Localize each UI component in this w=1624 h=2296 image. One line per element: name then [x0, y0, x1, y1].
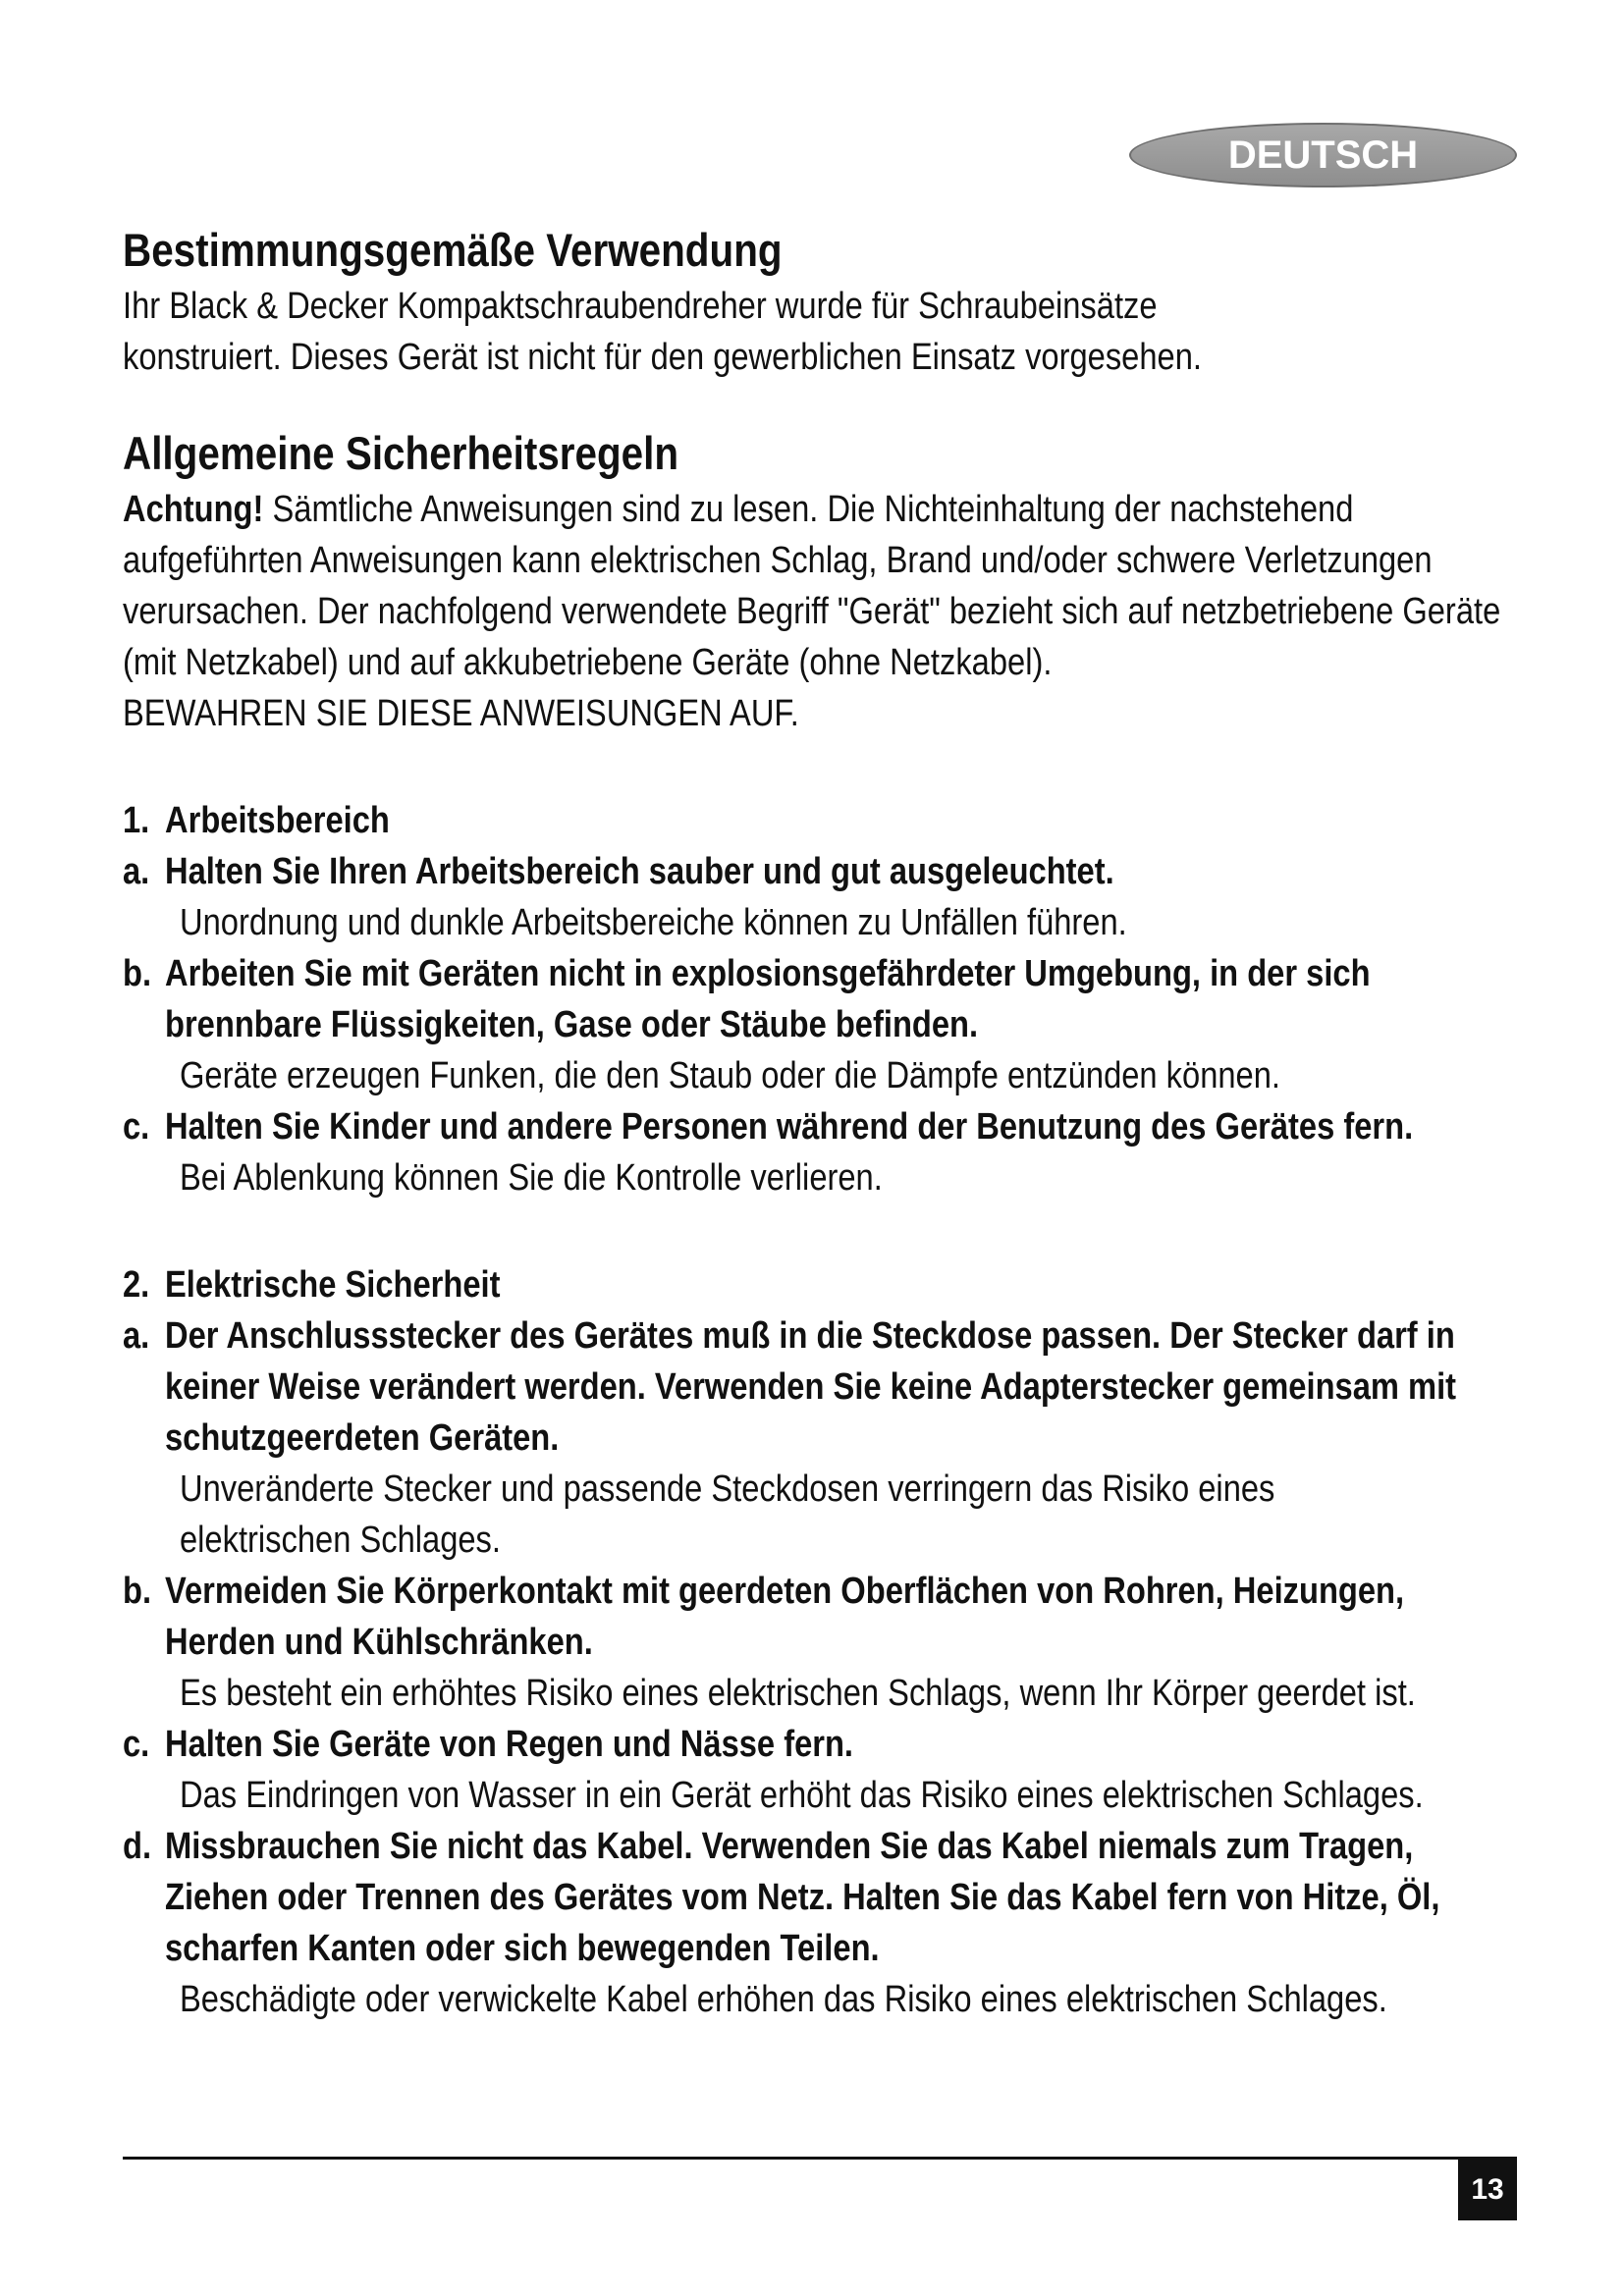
item-heading	[123, 1719, 1517, 1770]
work-area-item-c	[123, 1101, 1517, 1203]
electrical-item-d	[123, 1821, 1517, 2025]
item-head-text: Missbrauchen Sie nicht das Kabel. Verwenden Sie das Kabel niemals zum Tragen, Ziehen oder Trennen des Gerätes vom Netz. Halten Sie das Kabel fern von Hitze, Öl, scharfen Kanten oder sich bewegenden Teilen.	[165, 1826, 1440, 1969]
work-area-heading	[123, 795, 1517, 846]
intended-use-section	[123, 224, 1517, 383]
item-body-text: Unveränderte Stecker und passende Steckdosen verringern das Risiko eines elektrischen Schlages.	[180, 1468, 1275, 1561]
electrical-safety-heading	[123, 1259, 1517, 1310]
safety-title: Allgemeine Sicherheitsregeln	[123, 427, 679, 479]
item-head-text: Arbeiten Sie mit Geräten nicht in explosionsgefährdeter Umgebung, in der sich brennbare Flüssigkeiten, Gase oder Stäube befinden.	[165, 953, 1371, 1045]
item-head-text: Halten Sie Geräte von Regen und Nässe fern.	[165, 1724, 854, 1765]
item-body-text: Unordnung und dunkle Arbeitsbereiche können zu Unfällen führen.	[180, 902, 1127, 943]
warning-label: Achtung!	[123, 489, 264, 530]
page-number: 13	[1458, 2160, 1517, 2220]
item-head-text: Vermeiden Sie Körperkontakt mit geerdeten Oberflächen von Rohren, Heizungen, Herden und Kühlschränken.	[165, 1571, 1405, 1663]
item-marker: a.	[123, 1315, 150, 1357]
item-marker: b.	[123, 1571, 152, 1612]
item-marker: c.	[123, 1724, 150, 1765]
item-heading	[123, 1566, 1517, 1668]
item-heading	[123, 1310, 1517, 1464]
manual-page	[123, 0, 1517, 2296]
footer-rule	[123, 2157, 1517, 2160]
electrical-safety-number: 2.	[123, 1264, 150, 1306]
intended-use-title: Bestimmungsgemäße Verwendung	[123, 224, 783, 276]
language-badge: DEUTSCH	[1129, 123, 1517, 187]
work-area-item-b	[123, 948, 1517, 1101]
item-head-text: Der Anschlussstecker des Gerätes muß in die Steckdose passen. Der Stecker darf in keiner Weise verändert werden. Verwenden Sie keine Adapterstecker gemeinsam mit schutzgeerdeten Geräten.	[165, 1315, 1457, 1459]
work-area-title: Arbeitsbereich	[165, 800, 390, 841]
item-marker: c.	[123, 1106, 150, 1148]
item-body-text: Das Eindringen von Wasser in ein Gerät erhöht das Risiko eines elektrischen Schlages.	[180, 1775, 1424, 1816]
item-head-text: Halten Sie Ihren Arbeitsbereich sauber und gut ausgeleuchtet.	[165, 851, 1114, 892]
item-heading	[123, 1101, 1517, 1152]
item-body-text: Geräte erzeugen Funken, die den Staub oder die Dämpfe entzünden können.	[180, 1055, 1280, 1096]
work-area-item-a	[123, 846, 1517, 948]
work-area-number: 1.	[123, 800, 150, 841]
item-body-text: Bei Ablenkung können Sie die Kontrolle verlieren.	[180, 1157, 883, 1199]
item-body-text: Beschädigte oder verwickelte Kabel erhöhen das Risiko eines elektrischen Schlages.	[180, 1979, 1387, 2020]
warning-text: Sämtliche Anweisungen sind zu lesen. Die Nichteinhaltung der nachstehend aufgeführten Anweisungen kann elektrischen Schlag, Brand und/oder schwere Verletzungen verursachen. Der nachfolgend verwendete Begriff "Gerät" bezieht sich auf netzbetriebene Geräte (mit Netzkabel) und auf akkubetriebene Geräte (ohne Netzkabel).	[123, 489, 1501, 683]
electrical-item-b	[123, 1566, 1517, 1719]
keep-instructions-text: BEWAHREN SIE DIESE ANWEISUNGEN AUF.	[123, 693, 799, 734]
safety-section	[123, 427, 1517, 739]
electrical-item-a	[123, 1310, 1517, 1566]
electrical-safety-section	[123, 1259, 1517, 2025]
item-heading	[123, 948, 1517, 1050]
work-area-section	[123, 795, 1517, 1203]
item-marker: b.	[123, 953, 152, 994]
intended-use-paragraph: Ihr Black & Decker Kompaktschraubendreher wurde für Schraubeinsätze konstruiert. Dieses Gerät ist nicht für den gewerblichen Einsatz vorgesehen.	[123, 286, 1202, 378]
item-marker: a.	[123, 851, 150, 892]
item-heading	[123, 846, 1517, 897]
item-head-text: Halten Sie Kinder und andere Personen während der Benutzung des Gerätes fern.	[165, 1106, 1414, 1148]
safety-warning-paragraph	[123, 484, 1517, 688]
item-body-text: Es besteht ein erhöhtes Risiko eines elektrischen Schlags, wenn Ihr Körper geerdet ist.	[180, 1673, 1416, 1714]
item-heading	[123, 1821, 1517, 1974]
item-marker: d.	[123, 1826, 152, 1867]
electrical-item-c	[123, 1719, 1517, 1821]
electrical-safety-title: Elektrische Sicherheit	[165, 1264, 501, 1306]
